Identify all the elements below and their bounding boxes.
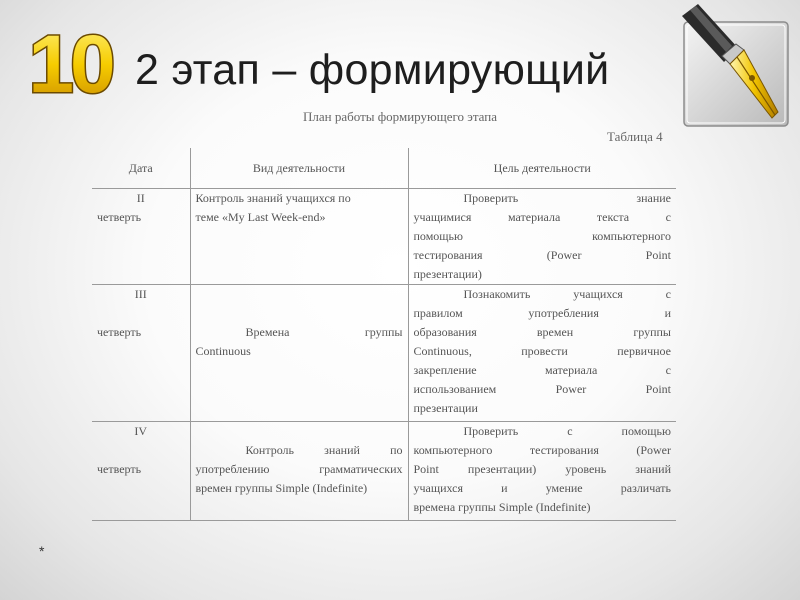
goal-line: презентации: [413, 401, 478, 415]
goal-cell: [408, 285, 676, 422]
table-row: [92, 422, 676, 521]
goal-line: Continuous, провести первичное: [413, 344, 671, 358]
header-activity: Вид деятельности: [190, 148, 408, 189]
goal-line: презентации): [413, 267, 482, 281]
goal-line: помощью компьютерного: [413, 229, 671, 243]
goal-line: Проверить с помощью: [463, 424, 671, 438]
footer-marker: *: [39, 543, 45, 559]
goal-line: образования времен группы: [413, 325, 671, 339]
goal-line: учащимися материала текста с: [413, 210, 671, 224]
quarter-word: четверть: [97, 210, 142, 224]
goal-line: Point презентации) уровень знаний: [413, 462, 671, 476]
table-label: Таблица 4: [607, 129, 663, 144]
badge-number: 10: [28, 19, 112, 100]
goal-line: учащихся и умение различать: [413, 481, 671, 495]
quarter-word: четверть: [97, 325, 142, 339]
goal-line: тестирования (Power Point: [413, 248, 671, 262]
activity-line: теме «My Last Week-end»: [195, 210, 326, 224]
activity-cell: [190, 285, 408, 422]
goal-cell: [408, 189, 676, 285]
quarter-number: IV: [134, 424, 148, 438]
goal-line: времена группы Simple (Indefinite): [413, 500, 591, 514]
activity-line: Контроль знаний по: [245, 443, 403, 457]
goal-line: Познакомить учащихся с: [463, 287, 671, 301]
activity-line: Контроль знаний учащихся по: [195, 191, 351, 205]
plan-caption: План работы формирующего этапа: [303, 109, 497, 124]
header-date: Дата: [92, 148, 190, 189]
goal-line: использованием Power Point: [413, 382, 671, 396]
quarter-number: II: [136, 191, 145, 205]
date-cell: [92, 285, 190, 422]
table-header-row: [92, 148, 676, 189]
table-row: [92, 285, 676, 422]
activity-line: времен группы Simple (Indefinite): [195, 481, 368, 495]
table-row: [92, 189, 676, 285]
goal-line: закрепление материала с: [413, 363, 671, 377]
goal-line: Проверить знание: [463, 191, 671, 205]
activity-cell: [190, 189, 408, 285]
goal-cell: [408, 422, 676, 521]
date-cell: [92, 189, 190, 285]
goal-line: компьютерного тестирования (Power: [413, 443, 671, 457]
activity-line: Continuous: [195, 344, 251, 358]
slide-title: 2 этап – формирующий: [135, 46, 610, 94]
quarter-number: III: [134, 287, 147, 301]
work-plan-table: [92, 148, 676, 521]
activity-cell: [190, 422, 408, 521]
activity-line: Времена группы: [245, 325, 403, 339]
number-10-badge: [20, 18, 125, 100]
activity-line: употреблению грамматических: [195, 462, 403, 476]
date-cell: [92, 422, 190, 521]
header-goal: Цель деятельности: [408, 148, 676, 189]
quarter-word: четверть: [97, 462, 142, 476]
goal-line: правилом употребления и: [413, 306, 671, 320]
